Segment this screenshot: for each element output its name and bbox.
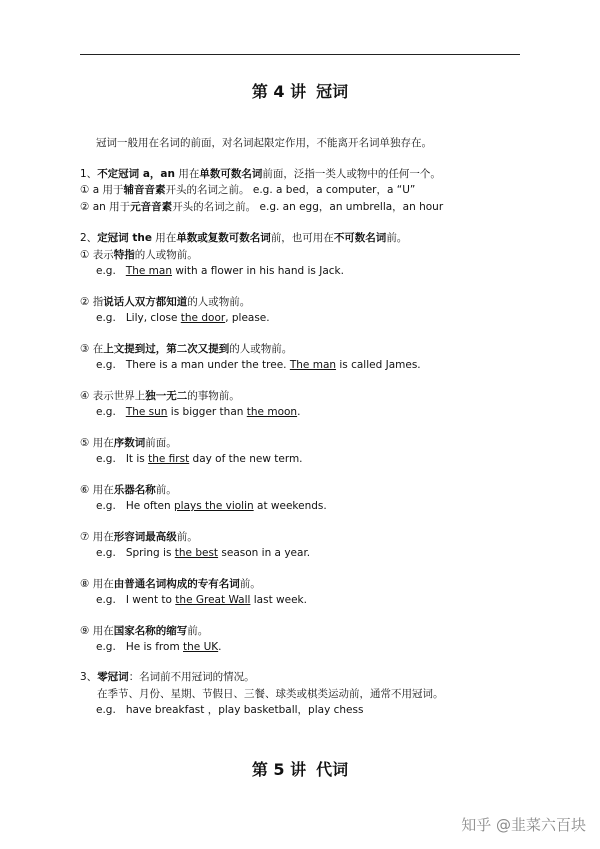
section-2-item-3: ③ 在上文提到过，第二次又提到的人或物前。 xyxy=(80,343,293,355)
section-2-item-6-example: e.g. He often plays the violin at weekends. xyxy=(96,500,327,512)
section-2-item-9: ⑨ 用在国家名称的缩写前。 xyxy=(80,625,209,637)
section-1-item-1: ① a 用于辅音音素开头的名词之前。 e.g. a bed，a computer，a “U” xyxy=(80,184,416,196)
section-2-item-1-example: e.g. The man with a flower in his hand is Jack. xyxy=(96,265,344,277)
section-3-heading: 3、零冠词：名词前不用冠词的情况。 xyxy=(80,671,255,683)
section-1-item-2: ② an 用于元音音素开头的名词之前。 e.g. an egg，an umbrella，an hour xyxy=(80,201,444,213)
intro-text: 冠词一般用在名词的前面，对名词起限定作用，不能离开名词单独存在。 xyxy=(96,137,432,149)
section-2-item-8: ⑧ 用在由普通名词构成的专有名词前。 xyxy=(80,578,261,590)
section-2-item-3-example: e.g. There is a man under the tree. The man is called James. xyxy=(96,359,421,371)
section-1-heading: 1、不定冠词 a，an 用在单数可数名词前面，泛指一类人或物中的任何一个。 xyxy=(80,168,441,180)
section-2-item-7-example: e.g. Spring is the best season in a year. xyxy=(96,547,311,559)
section-2-item-5: ⑤ 用在序数词前面。 xyxy=(80,437,177,449)
watermark: 知乎 @韭菜六百块 xyxy=(461,816,586,834)
section-2-item-4: ④ 表示世界上独一无二的事物前。 xyxy=(80,390,240,402)
header-rule xyxy=(80,54,520,55)
section-2-item-8-example: e.g. I went to the Great Wall last week. xyxy=(96,594,307,606)
lesson-5-title: 第 5 讲 代词 xyxy=(251,760,349,779)
section-3-example: e.g. have breakfast ，play basketball，play chess xyxy=(96,704,364,716)
section-2-item-7: ⑦ 用在形容词最高级前。 xyxy=(80,531,198,543)
section-2-item-2-example: e.g. Lily, close the door, please. xyxy=(96,312,270,324)
section-3-description: 在季节、月份、星期、节假日、三餐、球类或棋类运动前，通常不用冠词。 xyxy=(97,688,444,700)
section-2-item-5-example: e.g. It is the first day of the new term. xyxy=(96,453,303,465)
lesson-4-title: 第 4 讲 冠词 xyxy=(251,82,349,101)
section-2-heading: 2、定冠词 the 用在单数或复数可数名词前，也可用在不可数名词前。 xyxy=(80,232,408,244)
section-2-item-2: ② 指说话人双方都知道的人或物前。 xyxy=(80,296,251,308)
section-2-item-4-example: e.g. The sun is bigger than the moon. xyxy=(96,406,301,418)
section-2-item-6: ⑥ 用在乐器名称前。 xyxy=(80,484,177,496)
section-2-item-1: ① 表示特指的人或物前。 xyxy=(80,249,198,261)
section-2-item-9-example: e.g. He is from the UK. xyxy=(96,641,222,653)
